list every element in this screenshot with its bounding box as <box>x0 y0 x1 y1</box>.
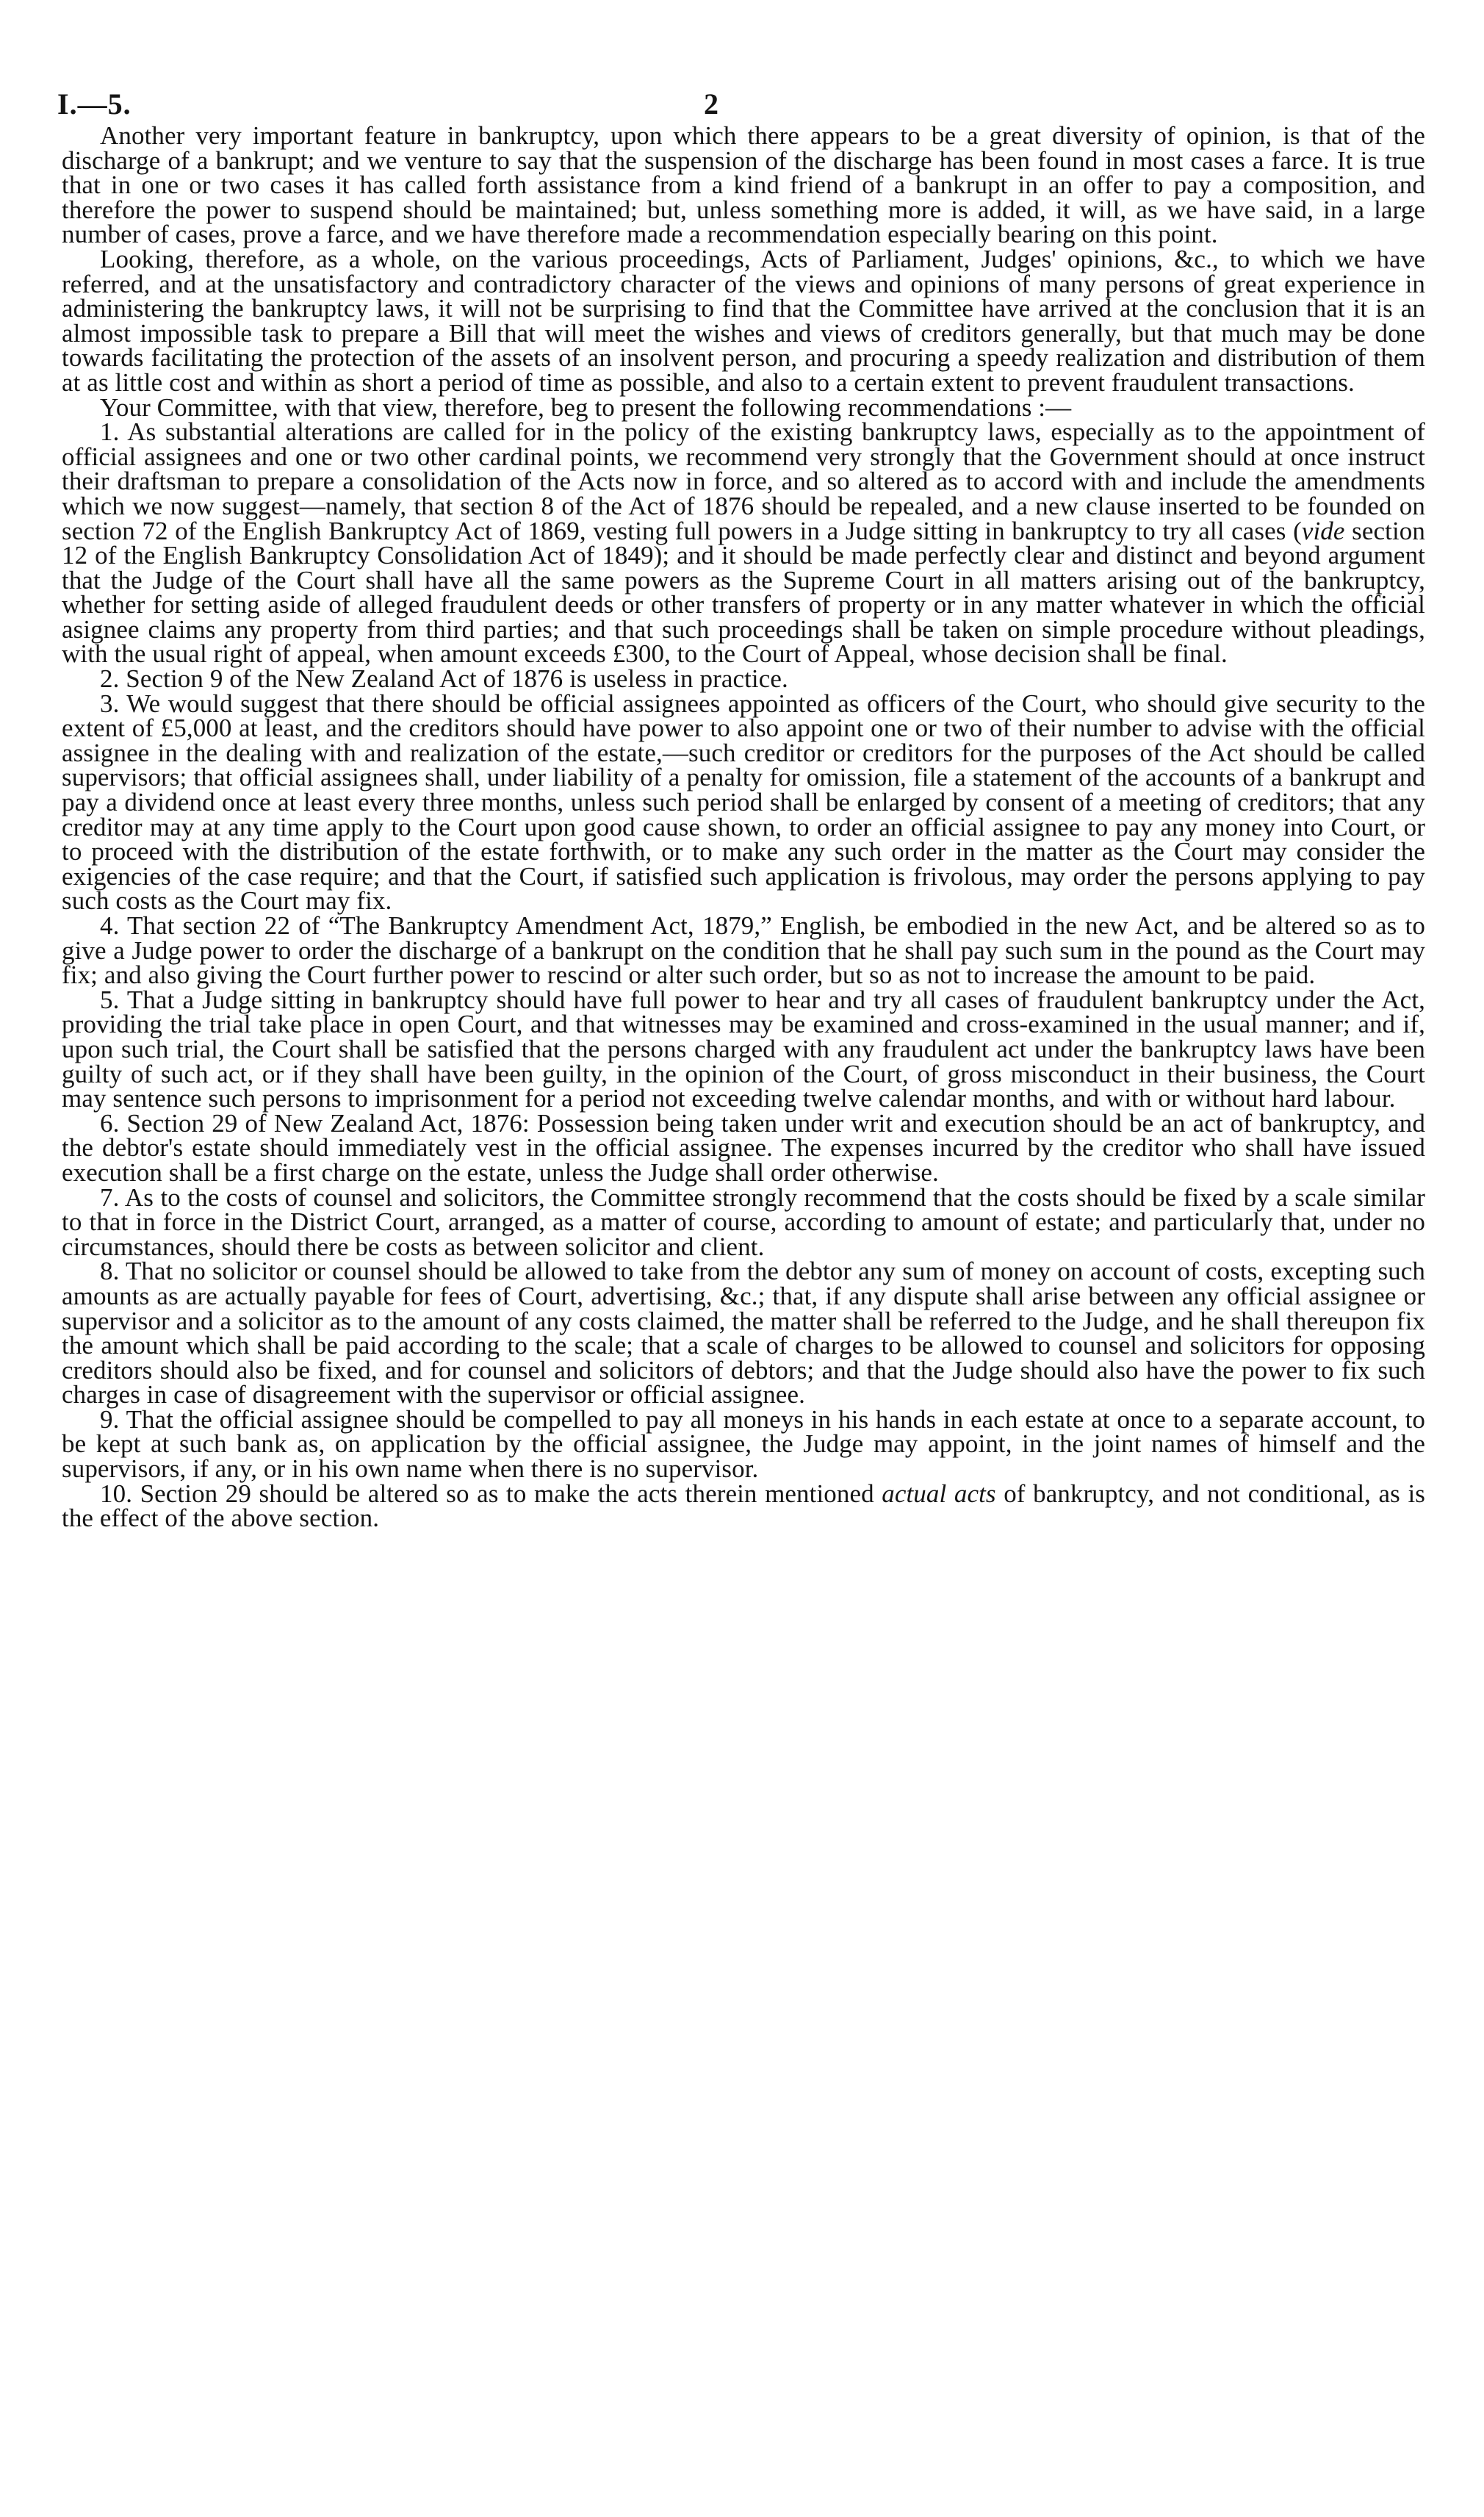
recommendation-2: 2. Section 9 of the New Zealand Act of 1876 is useless in practice. <box>100 664 788 694</box>
paragraph-discharge: Another very important feature in bankruptcy, upon which there appears to be a great diversity of opinion, is that of the discharge of a bankrupt; and we venture to say that the suspension of the discharge has been found in most cases a farce. It is true that in one or two cases it has called forth assistance from a kind friend of a bankrupt in an offer to pay a composition, and therefore the power to suspend should be maintained; but, unless something more is added, it will, as we have said, in a large number of cases, prove a farce, and we have therefore made a recommendation especially bearing on this point. <box>62 121 1425 249</box>
recommendation-5: 5. That a Judge sitting in bankruptcy should have full power to hear and try all cases of fraudulent bankruptcy under the Act, providing the trial take place in open Court, and that witnesses may be examined and cross-examined in the usual manner; and if, upon such trial, the Court shall be satisfied that the persons charged with any fraudulent act under the bankruptcy laws have been guilty of such act, or if they shall have been guilty, in the opinion of the Court, of gross misconduct in their business, the Court may sentence such persons to imprisonment for a period not exceeding twelve calendar months, and with or without hard labour. <box>62 985 1425 1113</box>
recommendation-7: 7. As to the costs of counsel and solicitors, the Committee strongly recommend that the costs should be fixed by a scale similar to that in force in the District Court, arranged, as a matter of course, according to amount of estate; and particularly that, under no circumstances, should there be costs as between solicitor and client. <box>62 1182 1425 1261</box>
recommendation-4: 4. That section 22 of “The Bankruptcy Amendment Act, 1879,” English, be embodied in the new Act, and be altered so as to give a Judge power to order the discharge of a bankrupt on the condition that he shall pay such sum in the pound as the Court may fix; and also giving the Court further power to rescind or alter such order, but so as not to increase the amount to be paid. <box>62 911 1425 990</box>
document-body <box>62 123 1425 1531</box>
recommendation-10-emphasis: actual acts <box>882 1479 996 1508</box>
recommendation-10-end: of bankruptcy, and not conditional, as is the effect of the above section. <box>62 1479 1425 1533</box>
document-reference: I.—5. <box>57 87 132 121</box>
recommendation-1: 1. As substantial alterations are called for in the policy of the existing bankruptcy laws, especially as to the appointment of official assignees and one or two other cardinal points, we recommend very strongly that the Government should at once instruct their draftsman to prepare a consolidation of the Acts now in force, and so altered as to accord with and include the amendments which we now suggest—namely, that section 8 of the Act of 1876 should be repealed, and a new clause inserted to be founded on section 72 of the English Bankruptcy Act of 1869, vesting full powers in a Judge sitting in bankruptcy to try all cases (vide section 12 of the English Bankruptcy Consolidation Act of 1849); and it should be made perfectly clear and distinct and beyond argument that the Judge of the Court shall have all the same powers as the Supreme Court in all matters arising out of the bankruptcy, whether for setting aside of alleged fraudulent deeds or other transfers of property or in any matter whatever in which the official asignee claims any property from third parties; and that such proceedings shall be taken on simple procedure without pleadings, with the usual right of appeal, when amount exceeds £300, to the Court of Appeal, whose decision shall be final. <box>62 417 1425 669</box>
recommendation-6: 6. Section 29 of New Zealand Act, 1876: Possession being taken under writ and execution should be an act of bankruptcy, and the debtor's estate should immediately vest in the official assignee. The expenses incurred by the creditor who shall have issued execution shall be a first charge on the estate, unless the Judge shall order otherwise. <box>62 1108 1425 1187</box>
recommendation-9: 9. That the official assignee should be compelled to pay all moneys in his hands in each estate at once to a separate account, to be kept at such bank as, on application by the official assignee, the Judge may appoint, in the joint names of himself and the supervisors, if any, or in his own name when there is no supervisor. <box>62 1404 1425 1484</box>
recommendation-10 <box>62 1479 1425 1533</box>
paragraph-conclusion: Looking, therefore, as a whole, on the various proceedings, Acts of Parliament, Judges' opinions, &c., to which we have referred, and at the unsatisfactory and contradictory character of the views and opinions of many persons of great experience in administering the bankruptcy laws, it will not be surprising to find that the Committee have arrived at the conclusion that it is an almost impossible task to prepare a Bill that will meet the wishes and views of creditors generally, but that much may be done towards facilitating the protection of the assets of an insolvent person, and procuring a speedy realization and distribution of them at as little cost and within as short a period of time as possible, and also to a certain extent to prevent fraudulent transactions. <box>62 244 1425 397</box>
recommendation-3: 3. We would suggest that there should be official assignees appointed as officers of the Court, who should give security to the extent of £5,000 at least, and the creditors should have power to also appoint one or two of their number to advise with the official assignee in the dealing with and realization of the estate,—such creditor or creditors for the purposes of the Act should be called supervisors; that official assignees shall, under liability of a penalty for omission, file a statement of the accounts of a bankrupt and pay a dividend once at least every three months, unless such period shall be enlarged by consent of a meeting of creditors; that any creditor may at any time apply to the Court upon good cause shown, to order an official assignee to pay any money into Court, or to proceed with the distribution of the estate forthwith, or to make any such order in the matter as the Court may consider the exigencies of the case require; and that the Court, if satisfied such application is frivolous, may order the persons applying to pay such costs as the Court may fix. <box>62 689 1425 916</box>
paragraph-recommendations-intro: Your Committee, with that view, therefore, beg to present the following recommendations :— <box>100 392 1072 422</box>
vide-emphasis: vide <box>1301 516 1345 545</box>
page-number: 2 <box>704 87 718 121</box>
recommendation-10-start: 10. Section 29 should be altered so as to make the acts therein mentioned <box>100 1479 882 1508</box>
recommendation-8: 8. That no solicitor or counsel should be allowed to take from the debtor any sum of money on account of costs, excepting such amounts as are actually payable for fees of Court, advertising, &c.; that, if any dispute shall arise between any official assignee or supervisor and a solicitor as to the amount of any costs claimed, the matter shall be referred to the Judge, and he shall thereupon fix the amount which shall be paid according to the scale; that a scale of charges to be allowed to counsel and solicitors for opposing creditors should also be fixed, and for counsel and solicitors of debtors; and that the Judge should also have the power to fix such charges in case of disagreement with the supervisor or official assignee. <box>62 1257 1425 1410</box>
